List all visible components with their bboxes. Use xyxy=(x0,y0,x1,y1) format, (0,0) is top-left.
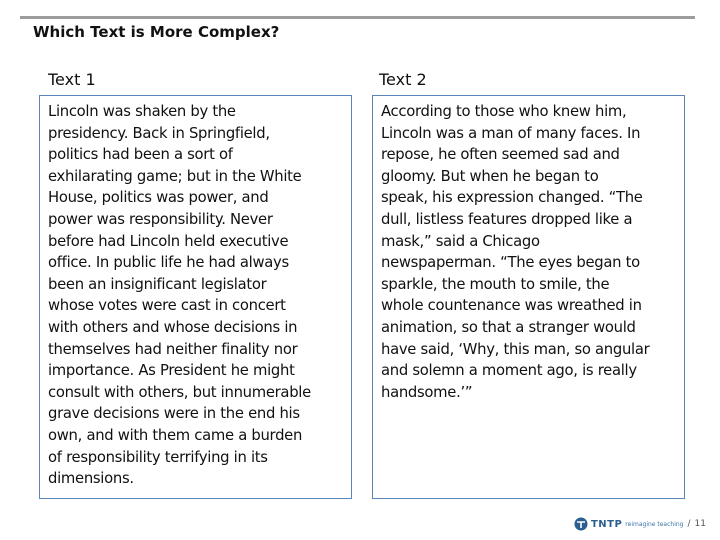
text-line: Lincoln was a man of many faces. In xyxy=(381,124,641,142)
text-line: dull, listless features dropped like a xyxy=(381,210,633,228)
text-line: grave decisions were in the end his xyxy=(48,405,300,423)
text-line: According to those who knew him, xyxy=(381,103,627,120)
text-1-label: Text 1 xyxy=(48,70,96,89)
text-line: consult with others, but innumerable xyxy=(48,383,311,401)
page-number: 11 xyxy=(694,519,706,529)
text-line: with others and whose decisions in xyxy=(48,318,298,336)
text-2-label: Text 2 xyxy=(379,70,427,89)
text-line: repose, he often seemed sad and xyxy=(381,146,620,164)
logo-tagline: reimagine teaching xyxy=(625,520,684,528)
text-line: Lincoln was shaken by the xyxy=(48,103,236,120)
text-line: importance. As President he might xyxy=(48,362,295,380)
text-line: dimensions. xyxy=(48,470,134,488)
top-rule xyxy=(20,16,695,19)
text-line: power was responsibility. Never xyxy=(48,210,273,228)
text-line: animation, so that a stranger would xyxy=(381,318,636,336)
tntp-logo xyxy=(574,517,684,531)
text-line: speak, his expression changed. “The xyxy=(381,189,643,207)
text-line: and solemn a moment ago, is really xyxy=(381,362,637,380)
text-line: whole countenance was wreathed in xyxy=(381,297,642,315)
text-line: own, and with them came a burden xyxy=(48,426,303,444)
text-2-panel xyxy=(372,95,685,499)
text-line: House, politics was power, and xyxy=(48,189,269,207)
text-line: been an insignificant legislator xyxy=(48,275,267,293)
text-line: exhilarating game; but in the White xyxy=(48,167,302,185)
text-line: gloomy. But when he began to xyxy=(381,167,599,185)
text-line: office. In public life he had always xyxy=(48,254,289,272)
text-line: themselves had neither finality nor xyxy=(48,340,298,358)
text-line: whose votes were cast in concert xyxy=(48,297,286,315)
text-line: before had Lincoln held executive xyxy=(48,232,289,250)
text-line: of responsibility terrifying in its xyxy=(48,448,268,466)
text-line: handsome.’” xyxy=(381,383,473,401)
tntp-logo-icon xyxy=(574,517,588,531)
text-line: newspaperman. “The eyes began to xyxy=(381,254,640,272)
slide-title: Which Text is More Complex? xyxy=(33,23,280,41)
footer xyxy=(574,516,706,532)
text-1-panel xyxy=(39,95,352,499)
text-line: mask,” said a Chicago xyxy=(381,232,540,250)
text-line: sparkle, the mouth to smile, the xyxy=(381,275,610,293)
logo-text: TNTP xyxy=(590,518,623,530)
text-line: politics had been a sort of xyxy=(48,146,233,164)
text-line: have said, ‘Why, this man, so angular xyxy=(381,340,650,358)
page-separator: / xyxy=(687,519,691,529)
text-line: presidency. Back in Springfield, xyxy=(48,124,270,142)
